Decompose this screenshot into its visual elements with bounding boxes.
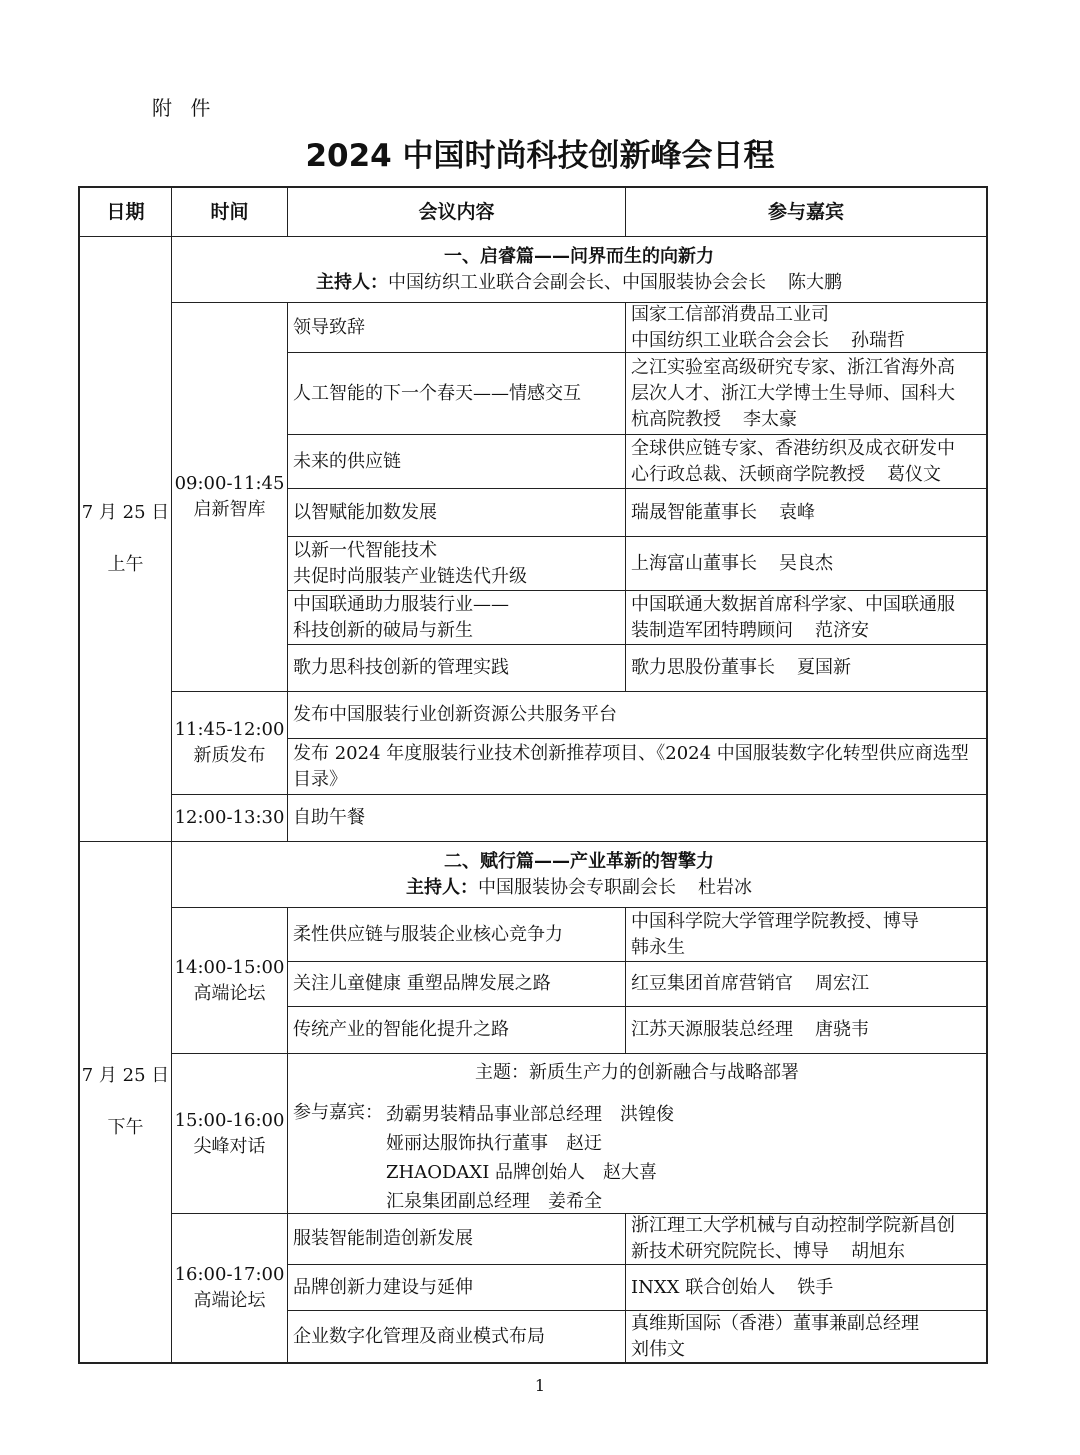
session-name: 高端论坛 (193, 982, 266, 1004)
dialogue-guest-list (386, 1100, 674, 1216)
release-item-1: 发布中国服装行业创新资源公共服务平台 (287, 691, 986, 738)
section-2-header (171, 841, 986, 907)
talk-content: 歌力思科技创新的管理实践 (287, 644, 625, 691)
dialogue-cell (287, 1053, 986, 1213)
document-title: 2024 中国时尚科技创新峰会日程 (305, 138, 775, 174)
talk-content: 领导致辞 (287, 302, 625, 352)
morning-date: 7 月 25 日 (81, 502, 170, 523)
section-2-title: 二、赋行篇——产业革新的智擎力 (444, 850, 714, 872)
dialogue-guest: ZHAODAXI 品牌创始人 赵大喜 (386, 1162, 658, 1183)
morning-date-cell (80, 236, 171, 841)
time-range: 11:45-12:00 (174, 719, 285, 740)
lunch-time: 12:00-13:30 (171, 794, 287, 841)
dialogue-guest: 汇泉集团副总经理 姜希全 (386, 1191, 602, 1212)
release-item-2: 发布 2024 年度服装行业技术创新推荐项目、《2024 中国服装数字化转型供应商选型目录》 (287, 738, 986, 794)
afternoon-block-2-time (171, 1053, 287, 1213)
talk-content: 中国联通助力服装行业—— 科技创新的破局与新生 (287, 590, 625, 644)
session-name: 尖峰对话 (193, 1135, 266, 1157)
afternoon-period: 下午 (107, 1117, 144, 1138)
dialogue-theme: 主题：新质生产力的创新融合与战略部署 (475, 1062, 799, 1083)
session-name: 启新智库 (193, 499, 266, 520)
header-content: 会议内容 (287, 188, 625, 236)
section-1-header (171, 236, 986, 302)
time-range: 15:00-16:00 (174, 1109, 285, 1131)
talk-guests: 上海富山董事长 吴良杰 (625, 536, 986, 590)
talk-guests: 之江实验室高级研究专家、浙江省海外高 层次人才、浙江大学博士生导师、国科大 杭高院教授 李太豪 (625, 352, 986, 434)
talk-guests: 国家工信部消费品工业司 中国纺织工业联合会会长 孙瑞哲 (625, 302, 986, 352)
dialogue-guest: 娅丽达服饰执行董事 赵迂 (386, 1133, 602, 1154)
talk-content: 以智赋能加数发展 (287, 488, 625, 536)
talk-content: 服装智能制造创新发展 (287, 1213, 625, 1264)
time-range: 14:00-15:00 (174, 956, 285, 978)
talk-content: 传统产业的智能化提升之路 (287, 1006, 625, 1053)
talk-content: 人工智能的下一个春天——情感交互 (287, 352, 625, 434)
section-2-host: 主持人：中国服装协会专职副会长 杜岩冰 (406, 876, 752, 898)
talk-guests: 中国科学院大学管理学院教授、博导 韩永生 (625, 907, 986, 961)
afternoon-block-1-time (171, 907, 287, 1053)
dialogue-guest: 劲霸男装精品事业部总经理 洪锽俊 (386, 1104, 674, 1125)
header-time: 时间 (171, 188, 287, 236)
session-name: 高端论坛 (193, 1290, 266, 1311)
morning-block-1-time (171, 302, 287, 691)
time-range: 16:00-17:00 (174, 1264, 285, 1285)
attachment-label: 附 件 (152, 96, 217, 120)
talk-guests: 全球供应链专家、香港纺织及成衣研发中 心行政总裁、沃顿商学院教授 葛仪文 (625, 434, 986, 488)
talk-guests: 瑞晟智能董事长 袁峰 (625, 488, 986, 536)
talk-content: 未来的供应链 (287, 434, 625, 488)
talk-content: 以新一代智能技术 共促时尚服装产业链迭代升级 (287, 536, 625, 590)
talk-guests: 真维斯国际（香港）董事兼副总经理 刘伟文 (625, 1310, 986, 1362)
schedule-table (78, 186, 988, 1364)
section-1-title: 一、启睿篇——问界而生的向新力 (444, 245, 714, 267)
talk-guests: 歌力思股份董事长 夏国新 (625, 644, 986, 691)
talk-content: 企业数字化管理及商业模式布局 (287, 1310, 625, 1362)
header-date: 日期 (106, 201, 145, 223)
morning-block-2-time (171, 691, 287, 794)
talk-guests: 红豆集团首席营销官 周宏江 (625, 961, 986, 1006)
talk-content: 品牌创新力建设与延伸 (287, 1264, 625, 1310)
time-range: 09:00-11:45 (174, 473, 285, 494)
talk-guests: 江苏天源服装总经理 唐骁韦 (625, 1006, 986, 1053)
talk-guests: INXX 联合创始人 铁手 (625, 1264, 986, 1310)
session-name: 新质发布 (193, 745, 266, 766)
morning-period: 上午 (107, 554, 144, 575)
afternoon-date-cell (80, 841, 171, 1362)
section-1-host: 主持人：中国纺织工业联合会副会长、中国服装协会会长 陈大鹏 (316, 271, 842, 293)
lunch-item: 自助午餐 (287, 794, 986, 841)
afternoon-block-3-time (171, 1213, 287, 1362)
afternoon-date: 7 月 25 日 (81, 1065, 170, 1086)
talk-content: 柔性供应链与服装企业核心竞争力 (287, 907, 625, 961)
page-number: 1 (534, 1376, 546, 1395)
header-guests: 参与嘉宾 (625, 188, 986, 236)
talk-guests: 浙江理工大学机械与自动控制学院新昌创 新技术研究院院长、博导 胡旭东 (625, 1213, 986, 1264)
talk-guests: 中国联通大数据首席科学家、中国联通服 装制造军团特聘顾问 范济安 (625, 590, 986, 644)
dialogue-label: 参与嘉宾： (293, 1102, 383, 1123)
talk-content: 关注儿童健康 重塑品牌发展之路 (287, 961, 625, 1006)
